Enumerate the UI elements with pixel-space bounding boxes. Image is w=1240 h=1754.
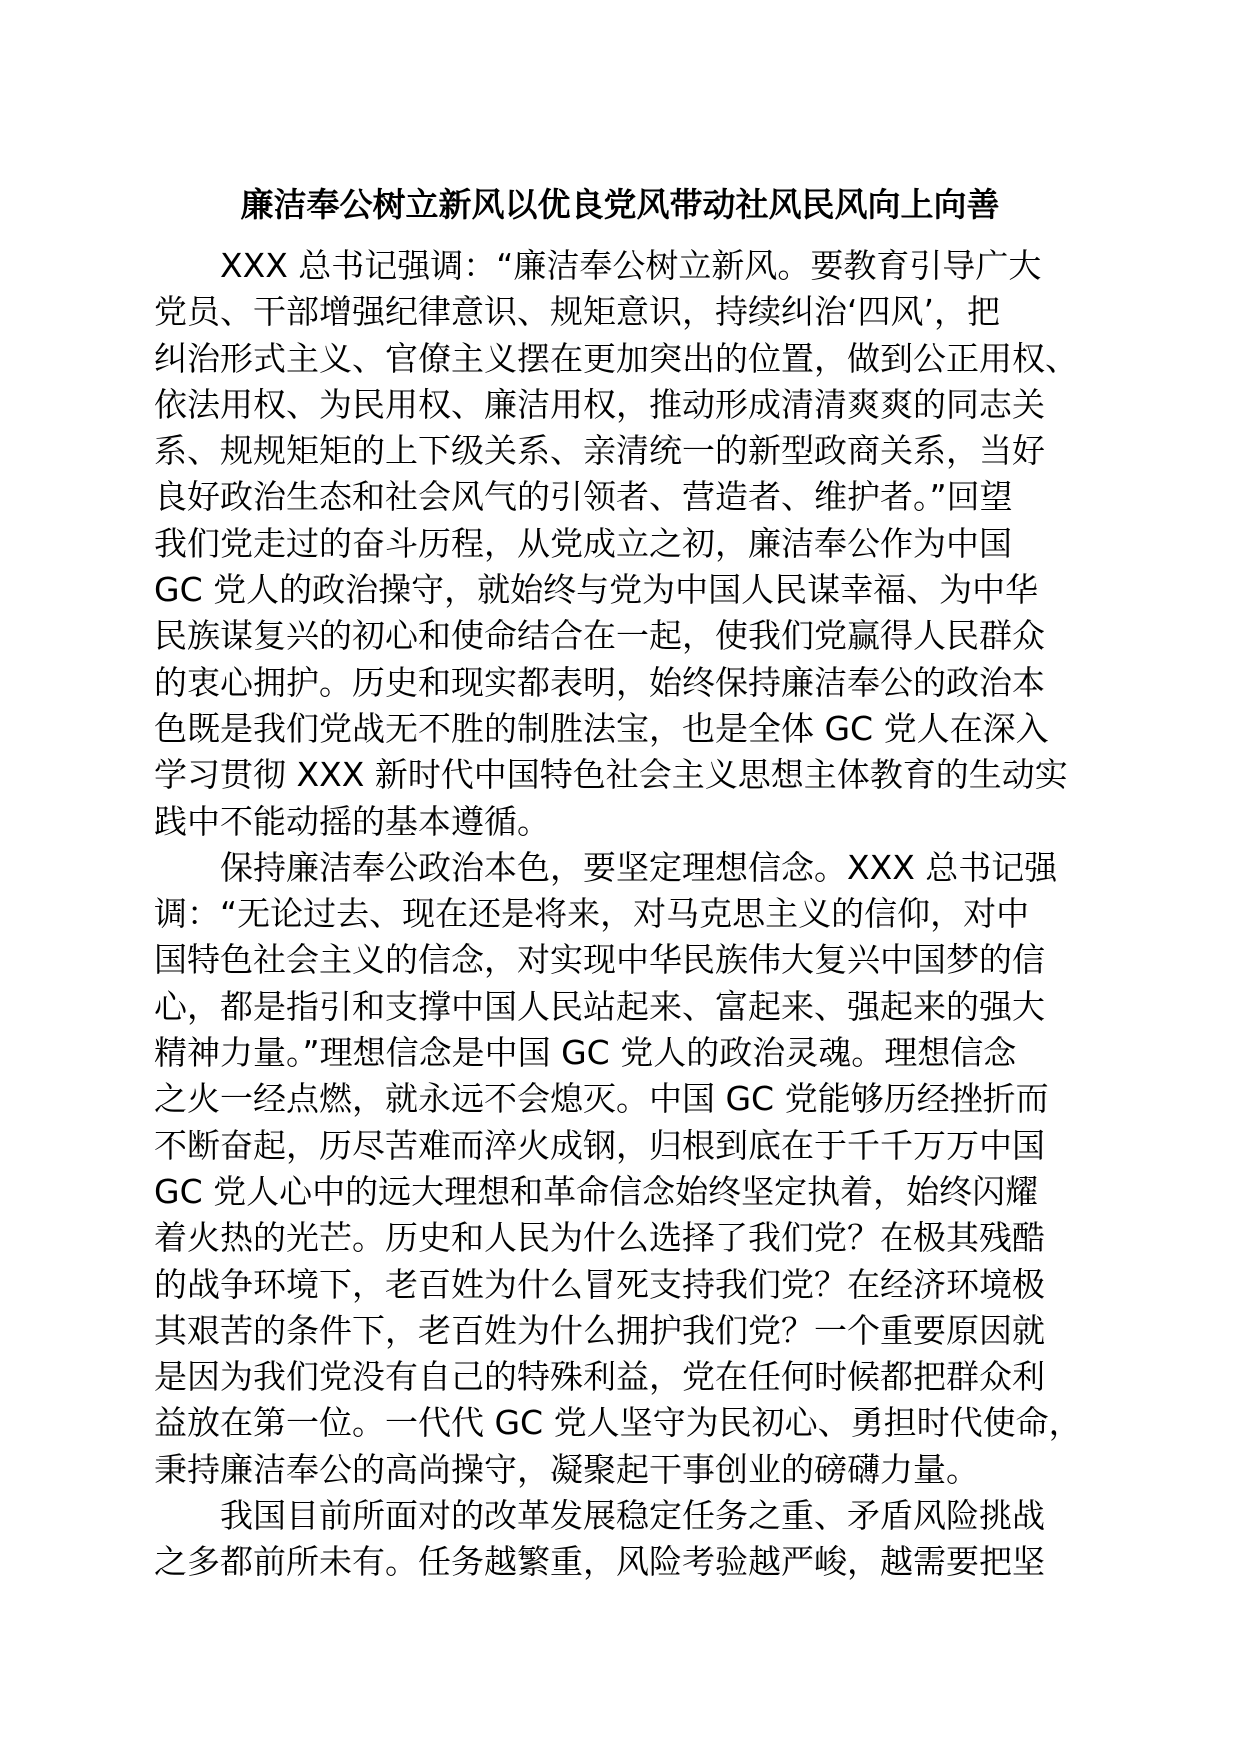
text-line: 着火热的光芒。历史和人民为什么选择了我们党？在极其残酷 [154, 1218, 1045, 1258]
text-line: 调：“无论过去、现在还是将来，对马克思主义的信仰，对中 [154, 894, 1030, 934]
text-line: 依法用权、为民用权、廉洁用权，推动形成清清爽爽的同志关 [154, 384, 1045, 424]
text-line: 是因为我们党没有自己的特殊利益，党在任何时候都把群众利 [154, 1357, 1045, 1397]
text-line: GC 党人心中的远大理想和革命信念始终坚定执着，始终闪耀 [154, 1171, 1039, 1211]
text-line: 之多都前所未有。任务越繁重，风险考验越严峻，越需要把坚 [154, 1542, 1045, 1582]
text-line: 精神力量。”理想信念是中国 GC 党人的政治灵魂。理想信念 [154, 1033, 1017, 1073]
text-line: 的衷心拥护。历史和现实都表明，始终保持廉洁奉公的政治本 [154, 662, 1045, 702]
document-body [154, 243, 1094, 1586]
text-line: 色既是我们党战无不胜的制胜法宝，也是全体 GC 党人在深入 [154, 708, 1049, 748]
document-title: 廉洁奉公树立新风以优良党风带动社风民风向上向善 [240, 185, 1000, 224]
text-line: 学习贯彻 XXX 新时代中国特色社会主义思想主体教育的生动实 [154, 755, 1068, 795]
paragraph-first-line: 保持廉洁奉公政治本色，要坚定理想信念。XXX 总书记强 [220, 847, 1058, 887]
text-line: 其艰苦的条件下，老百姓为什么拥护我们党？一个重要原因就 [154, 1310, 1045, 1350]
text-line: 的战争环境下，老百姓为什么冒死支持我们党？在经济环境极 [154, 1264, 1045, 1304]
text-line: 秉持廉洁奉公的高尚操守，凝聚起干事创业的磅礴力量。 [154, 1449, 979, 1489]
paragraph-first-line: 我国目前所面对的改革发展稳定任务之重、矛盾风险挑战 [220, 1496, 1045, 1536]
text-line: 党员、干部增强纪律意识、规矩意识，持续纠治‘四风’，把 [154, 292, 1000, 332]
text-line: 我们党走过的奋斗历程，从党成立之初，廉洁奉公作为中国 [154, 523, 1012, 563]
text-line: 不断奋起，历尽苦难而淬火成钢，归根到底在于千千万万中国 [154, 1125, 1045, 1165]
text-line: 良好政治生态和社会风气的引领者、营造者、维护者。”回望 [154, 477, 1013, 517]
text-line: GC 党人的政治操守，就始终与党为中国人民谋幸福、为中华 [154, 570, 1039, 610]
text-line: 践中不能动摇的基本遵循。 [154, 801, 550, 841]
text-line: 益放在第一位。一代代 GC 党人坚守为民初心、勇担时代使命， [154, 1403, 1082, 1443]
text-line: 系、规规矩矩的上下级关系、亲清统一的新型政商关系，当好 [154, 431, 1045, 471]
text-line: 民族谋复兴的初心和使命结合在一起，使我们党赢得人民群众 [154, 616, 1045, 656]
paragraph-first-line: XXX 总书记强调：“廉洁奉公树立新风。要教育引导广大 [220, 246, 1042, 285]
text-line: 心，都是指引和支撑中国人民站起来、富起来、强起来的强大 [154, 986, 1045, 1026]
text-line: 纠治形式主义、官僚主义摆在更加突出的位置，做到公正用权、 [154, 338, 1078, 378]
text-line: 之火一经点燃，就永远不会熄灭。中国 GC 党能够历经挫折而 [154, 1079, 1049, 1119]
text-line: 国特色社会主义的信念，对实现中华民族伟大复兴中国梦的信 [154, 940, 1045, 980]
